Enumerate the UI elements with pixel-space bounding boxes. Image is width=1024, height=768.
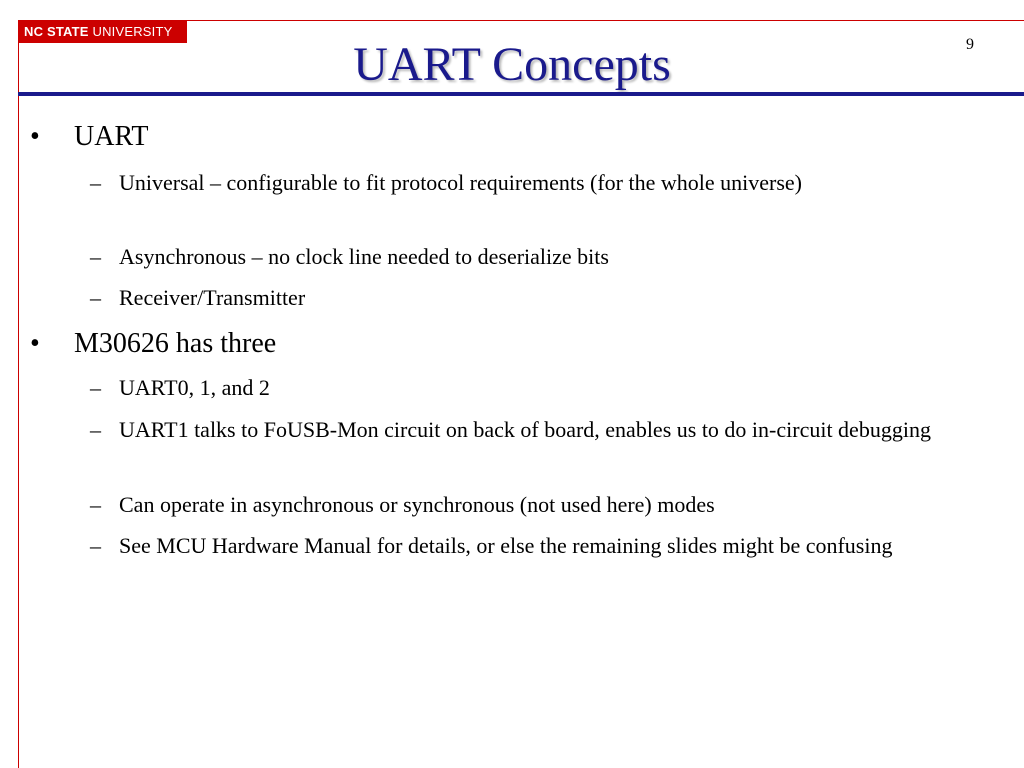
dash-marker: –: [90, 533, 101, 558]
sub-item-text: See MCU Hardware Manual for details, or else the remaining slides might be confusing: [119, 533, 893, 558]
sub-item-text: Asynchronous – no clock line needed to deserialize bits: [119, 244, 609, 269]
sub-item: [90, 488, 990, 522]
page-number: 9: [966, 36, 974, 53]
dash-marker: –: [90, 285, 101, 310]
slide-title: UART Concepts: [353, 38, 671, 91]
dash-marker: –: [90, 375, 101, 400]
sub-item-text: Receiver/Transmitter: [119, 285, 306, 310]
sub-item: [90, 281, 990, 315]
sub-item: [90, 529, 990, 563]
bullet-marker: •: [30, 121, 40, 152]
dash-marker: –: [90, 492, 101, 517]
sub-item-text: UART1 talks to FoUSB-Mon circuit on back of board, enables us to do in-circuit debugging: [119, 417, 931, 442]
bullet-marker: •: [30, 328, 40, 359]
logo-rest: UNIVERSITY: [88, 24, 173, 39]
dash-marker: –: [90, 244, 101, 269]
sub-item-text: Can operate in asynchronous or synchronous (not used here) modes: [119, 492, 715, 517]
sub-item-text: Universal – configurable to fit protocol requirements (for the whole universe): [119, 170, 802, 195]
sub-item: [90, 413, 990, 447]
bullet-text: UART: [74, 121, 149, 152]
logo-strong: NC STATE: [24, 24, 89, 39]
dash-marker: –: [90, 170, 101, 195]
bullet-text: M30626 has three: [74, 328, 277, 359]
left-rule: [18, 20, 19, 768]
sub-item: [90, 371, 990, 405]
dash-marker: –: [90, 417, 101, 442]
sub-item-text: UART0, 1, and 2: [119, 375, 270, 400]
sub-item: [90, 240, 990, 274]
title-rule: [18, 92, 1024, 96]
sub-item: [90, 166, 990, 200]
